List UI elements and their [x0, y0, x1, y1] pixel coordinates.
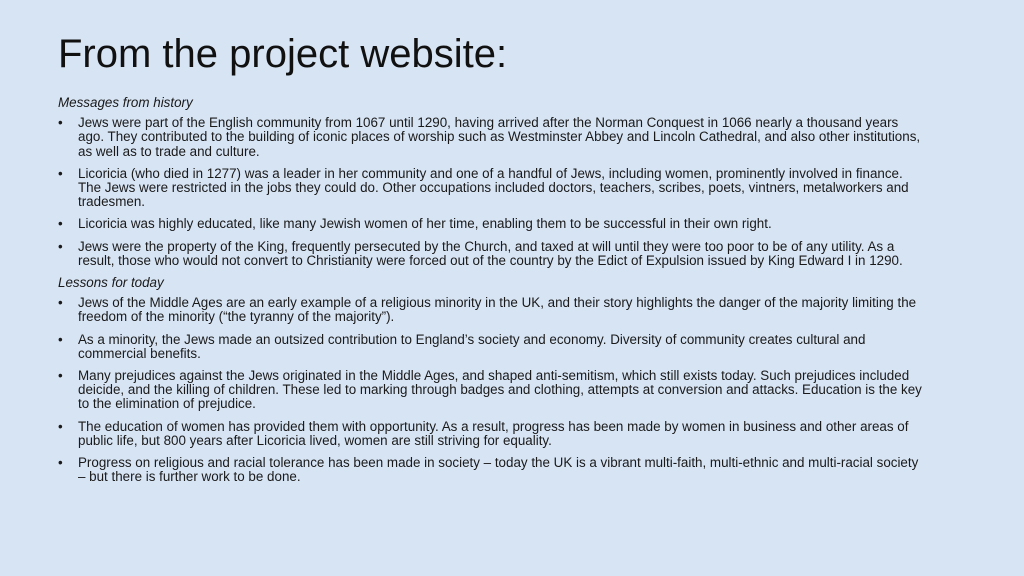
list-item — [58, 217, 928, 231]
list-item — [58, 456, 928, 484]
slide-content — [58, 96, 928, 492]
lessons-list — [58, 296, 928, 484]
bullet-icon: • — [58, 455, 63, 471]
bullet-text: Licoricia was highly educated, like many Jewish women of her time, enabling them to be successful in their own right. — [78, 216, 772, 232]
list-item — [58, 333, 928, 361]
bullet-text: As a minority, the Jews made an outsized contribution to England’s society and economy. Diversity of community creates cultural and commercial benefits. — [78, 331, 866, 361]
bullet-icon: • — [58, 295, 63, 311]
bullet-icon: • — [58, 418, 63, 434]
bullet-text: Progress on religious and racial tolerance has been made in society – today the UK is a vibrant multi-faith, multi-ethnic and multi-racial society – but there is further work to be done. — [78, 455, 919, 485]
bullet-icon: • — [58, 216, 63, 232]
list-item — [58, 167, 928, 210]
bullet-icon: • — [58, 331, 63, 347]
bullet-text: Many prejudices against the Jews originated in the Middle Ages, and shaped anti-semitism, which still exists today. Such prejudices included deicide, and the killing of children. These led to marking through badges and clothing, attempts at conversion and attacks. Education is the key to the elimination of prejudice. — [78, 368, 922, 412]
bullet-text: Licoricia (who died in 1277) was a leader in her community and one of a handful of Jews, including women, prominently involved in finance. The Jews were restricted in the jobs they could do. Other occupations included doctors, teachers, scribes, poets, vintners, metalworkers and tradesmen. — [78, 165, 909, 210]
section-heading-lessons: Lessons for today — [58, 275, 164, 291]
bullet-text: Jews of the Middle Ages are an early example of a religious minority in the UK, and their story highlights the danger of the majority limiting the freedom of the minority (“the tyranny of the majority”). — [78, 295, 917, 325]
section-heading-messages: Messages from history — [58, 95, 193, 110]
list-item — [58, 296, 928, 324]
list-item — [58, 420, 928, 448]
bullet-text: The education of women has provided them with opportunity. As a result, progress has been made by women in business and other areas of public life, but 800 years after Licoricia lived, women are still striving for equality. — [78, 418, 909, 448]
messages-list — [58, 116, 928, 268]
slide-title: From the project website: — [58, 32, 508, 76]
list-item — [58, 116, 928, 159]
list-item — [58, 369, 928, 412]
bullet-icon: • — [58, 238, 63, 254]
bullet-text: Jews were the property of the King, frequently persecuted by the Church, and taxed at will until they were too poor to be of any utility. As a result, those who would not convert to Christianity were forced out of the country by the Edict of Expulsion issued by King Edward I in 1290. — [78, 238, 903, 268]
bullet-icon: • — [58, 368, 63, 384]
bullet-icon: • — [58, 165, 63, 181]
bullet-text: Jews were part of the English community from 1067 until 1290, having arrived after the Norman Conquest in 1066 nearly a thousand years ago. They contributed to the building of iconic places of worship such as Westminster Abbey and Lincoln Cathedral, and also other institutions, as well as to trade and culture. — [78, 115, 921, 159]
list-item — [58, 240, 928, 268]
bullet-icon: • — [58, 115, 63, 131]
